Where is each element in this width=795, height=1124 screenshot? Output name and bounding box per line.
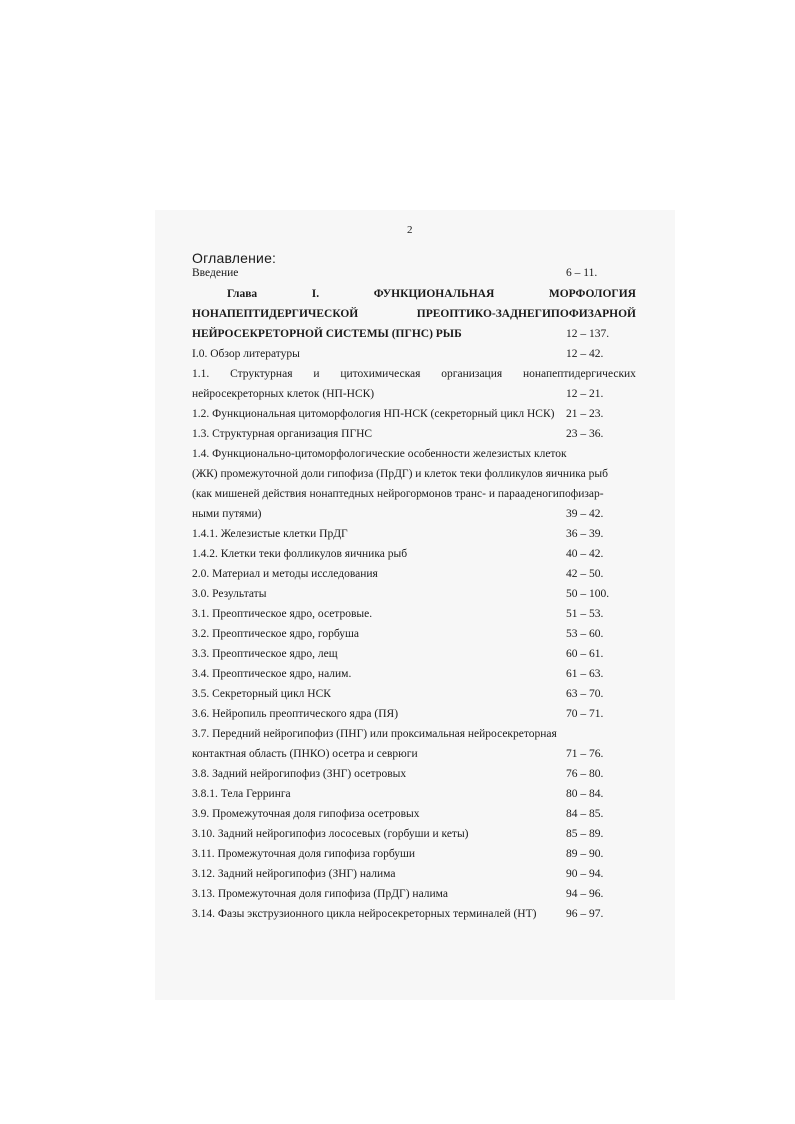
chapter1-title-line1 [227,288,636,300]
toc-entry-label: 3.8. Задний нейрогипофиз (ЗНГ) осетровых [192,768,407,780]
toc-entry-pages: 21 – 23. [566,408,604,420]
toc-entry-label: 2.0. Материал и методы исследования [192,568,378,580]
toc-entry-pages: 60 – 61. [566,648,604,660]
toc-entry-pages: 36 – 39. [566,528,604,540]
toc-entry-label: 3.5. Секреторный цикл НСК [192,688,331,700]
toc-entry-pages: 42 – 50. [566,568,604,580]
toc-entry-pages: 84 – 85. [566,808,604,820]
toc-entry-pages: 50 – 100. [566,588,610,600]
toc-entry-label: 3.8.1. Тела Герринга [192,788,291,800]
toc-entry-3-7-line: 3.7. Передний нейрогипофиз (ПНГ) или проксимальная нейросекреторная [192,728,557,740]
toc-entry-intro-pages: 6 – 11. [566,267,598,279]
toc-entry-pages: 96 – 97. [566,908,604,920]
toc-entry-review-label: I.0. Обзор литературы [192,348,300,360]
toc-heading: Оглавление: [192,250,277,266]
toc-word: организация [441,368,503,380]
chapter1-word: МОРФОЛОГИЯ [548,288,636,300]
toc-entry-label: 3.9. Промежуточная доля гипофиза осетровых [192,808,420,820]
toc-entry-label: 3.4. Преоптическое ядро, налим. [192,668,352,680]
toc-entry-1-4-line: (ЖК) промежуточной доли гипофиза (ПрДГ) и клеток теки фолликулов яичника рыб [192,468,608,480]
page-number: 2 [407,224,413,236]
toc-entry-1-1-pages: 12 – 21. [566,388,604,400]
toc-word: 1.1. [192,368,210,380]
chapter1-word: НОНАПЕПТИДЕРГИЧЕСКОЙ [192,308,359,320]
toc-word: цитохимическая [340,368,421,380]
toc-entry-label: 1.4.1. Железистые клетки ПрДГ [192,528,348,540]
toc-entry-1-4-line: (как мишеней действия нонаптедных нейрогормонов транс- и парааденогипофизар- [192,488,604,500]
toc-entry-pages: 94 – 96. [566,888,604,900]
toc-entry-label: 3.10. Задний нейрогипофиз лососевых (горбуши и кеты) [192,828,469,840]
toc-entry-label: 3.6. Нейропиль преоптического ядра (ПЯ) [192,708,399,720]
chapter1-title-line2 [192,308,636,320]
toc-entry-pages: 61 – 63. [566,668,604,680]
toc-entry-label: 3.11. Промежуточная доля гипофиза горбуши [192,848,416,860]
toc-entry-1-1-line2: нейросекреторных клеток (НП-НСК) [192,388,375,400]
toc-entry-pages: 76 – 80. [566,768,604,780]
toc-entry-label: 3.2. Преоптическое ядро, горбуша [192,628,359,640]
chapter1-word: I. [311,288,320,300]
toc-entry-1-4-line: 1.4. Функционально-цитоморфологические особенности железистых клеток [192,448,567,460]
chapter1-title-line3: НЕЙРОСЕКРЕТОРНОЙ СИСТЕМЫ (ПГНС) РЫБ [192,328,462,340]
toc-entry-pages: 40 – 42. [566,548,604,560]
toc-entry-label: 3.14. Фазы экструзионного цикла нейросекреторных терминалей (НТ) [192,908,537,920]
toc-entry-label: 3.3. Преоптическое ядро, лещ [192,648,338,660]
toc-entry-pages: 63 – 70. [566,688,604,700]
toc-entry-label: 3.12. Задний нейрогипофиз (ЗНГ) налима [192,868,396,880]
toc-word: и [313,368,320,380]
toc-entry-1-4-line: ными путями) [192,508,262,520]
toc-entry-label: 3.1. Преоптическое ядро, осетровые. [192,608,373,620]
toc-entry-3-7-pages: 71 – 76. [566,748,604,760]
chapter1-word: ПРЕОПТИКО-ЗАДНЕГИПОФИЗАРНОЙ [416,308,636,320]
toc-entry-pages: 51 – 53. [566,608,604,620]
toc-entry-label: 3.13. Промежуточная доля гипофиза (ПрДГ) налима [192,888,448,900]
toc-word: нонапептидергических [522,368,636,380]
toc-entry-label: 1.2. Функциональная цитоморфология НП-НСК (секреторный цикл НСК) [192,408,555,420]
toc-entry-intro-label: Введение [192,267,239,279]
toc-entry-review-pages: 12 – 42. [566,348,604,360]
toc-entry-3-7-line: контактная область (ПНКО) осетра и севрюги [192,748,418,760]
chapter1-pages: 12 – 137. [566,328,610,340]
toc-entry-pages: 53 – 60. [566,628,604,640]
toc-entry-1-4-pages: 39 – 42. [566,508,604,520]
toc-entry-pages: 85 – 89. [566,828,604,840]
toc-entry-label: 1.4.2. Клетки теки фолликулов яичника рыб [192,548,408,560]
toc-entry-1-1-line1 [192,368,636,380]
toc-entry-pages: 80 – 84. [566,788,604,800]
toc-entry-pages: 90 – 94. [566,868,604,880]
toc-word: Структурная [230,368,293,380]
toc-entry-label: 1.3. Структурная организация ПГНС [192,428,373,440]
chapter1-word: ФУНКЦИОНАЛЬНАЯ [373,288,495,300]
toc-entry-pages: 70 – 71. [566,708,604,720]
toc-entry-label: 3.0. Результаты [192,588,267,600]
toc-entry-pages: 89 – 90. [566,848,604,860]
toc-entry-pages: 23 – 36. [566,428,604,440]
chapter1-word: Глава [227,288,258,300]
